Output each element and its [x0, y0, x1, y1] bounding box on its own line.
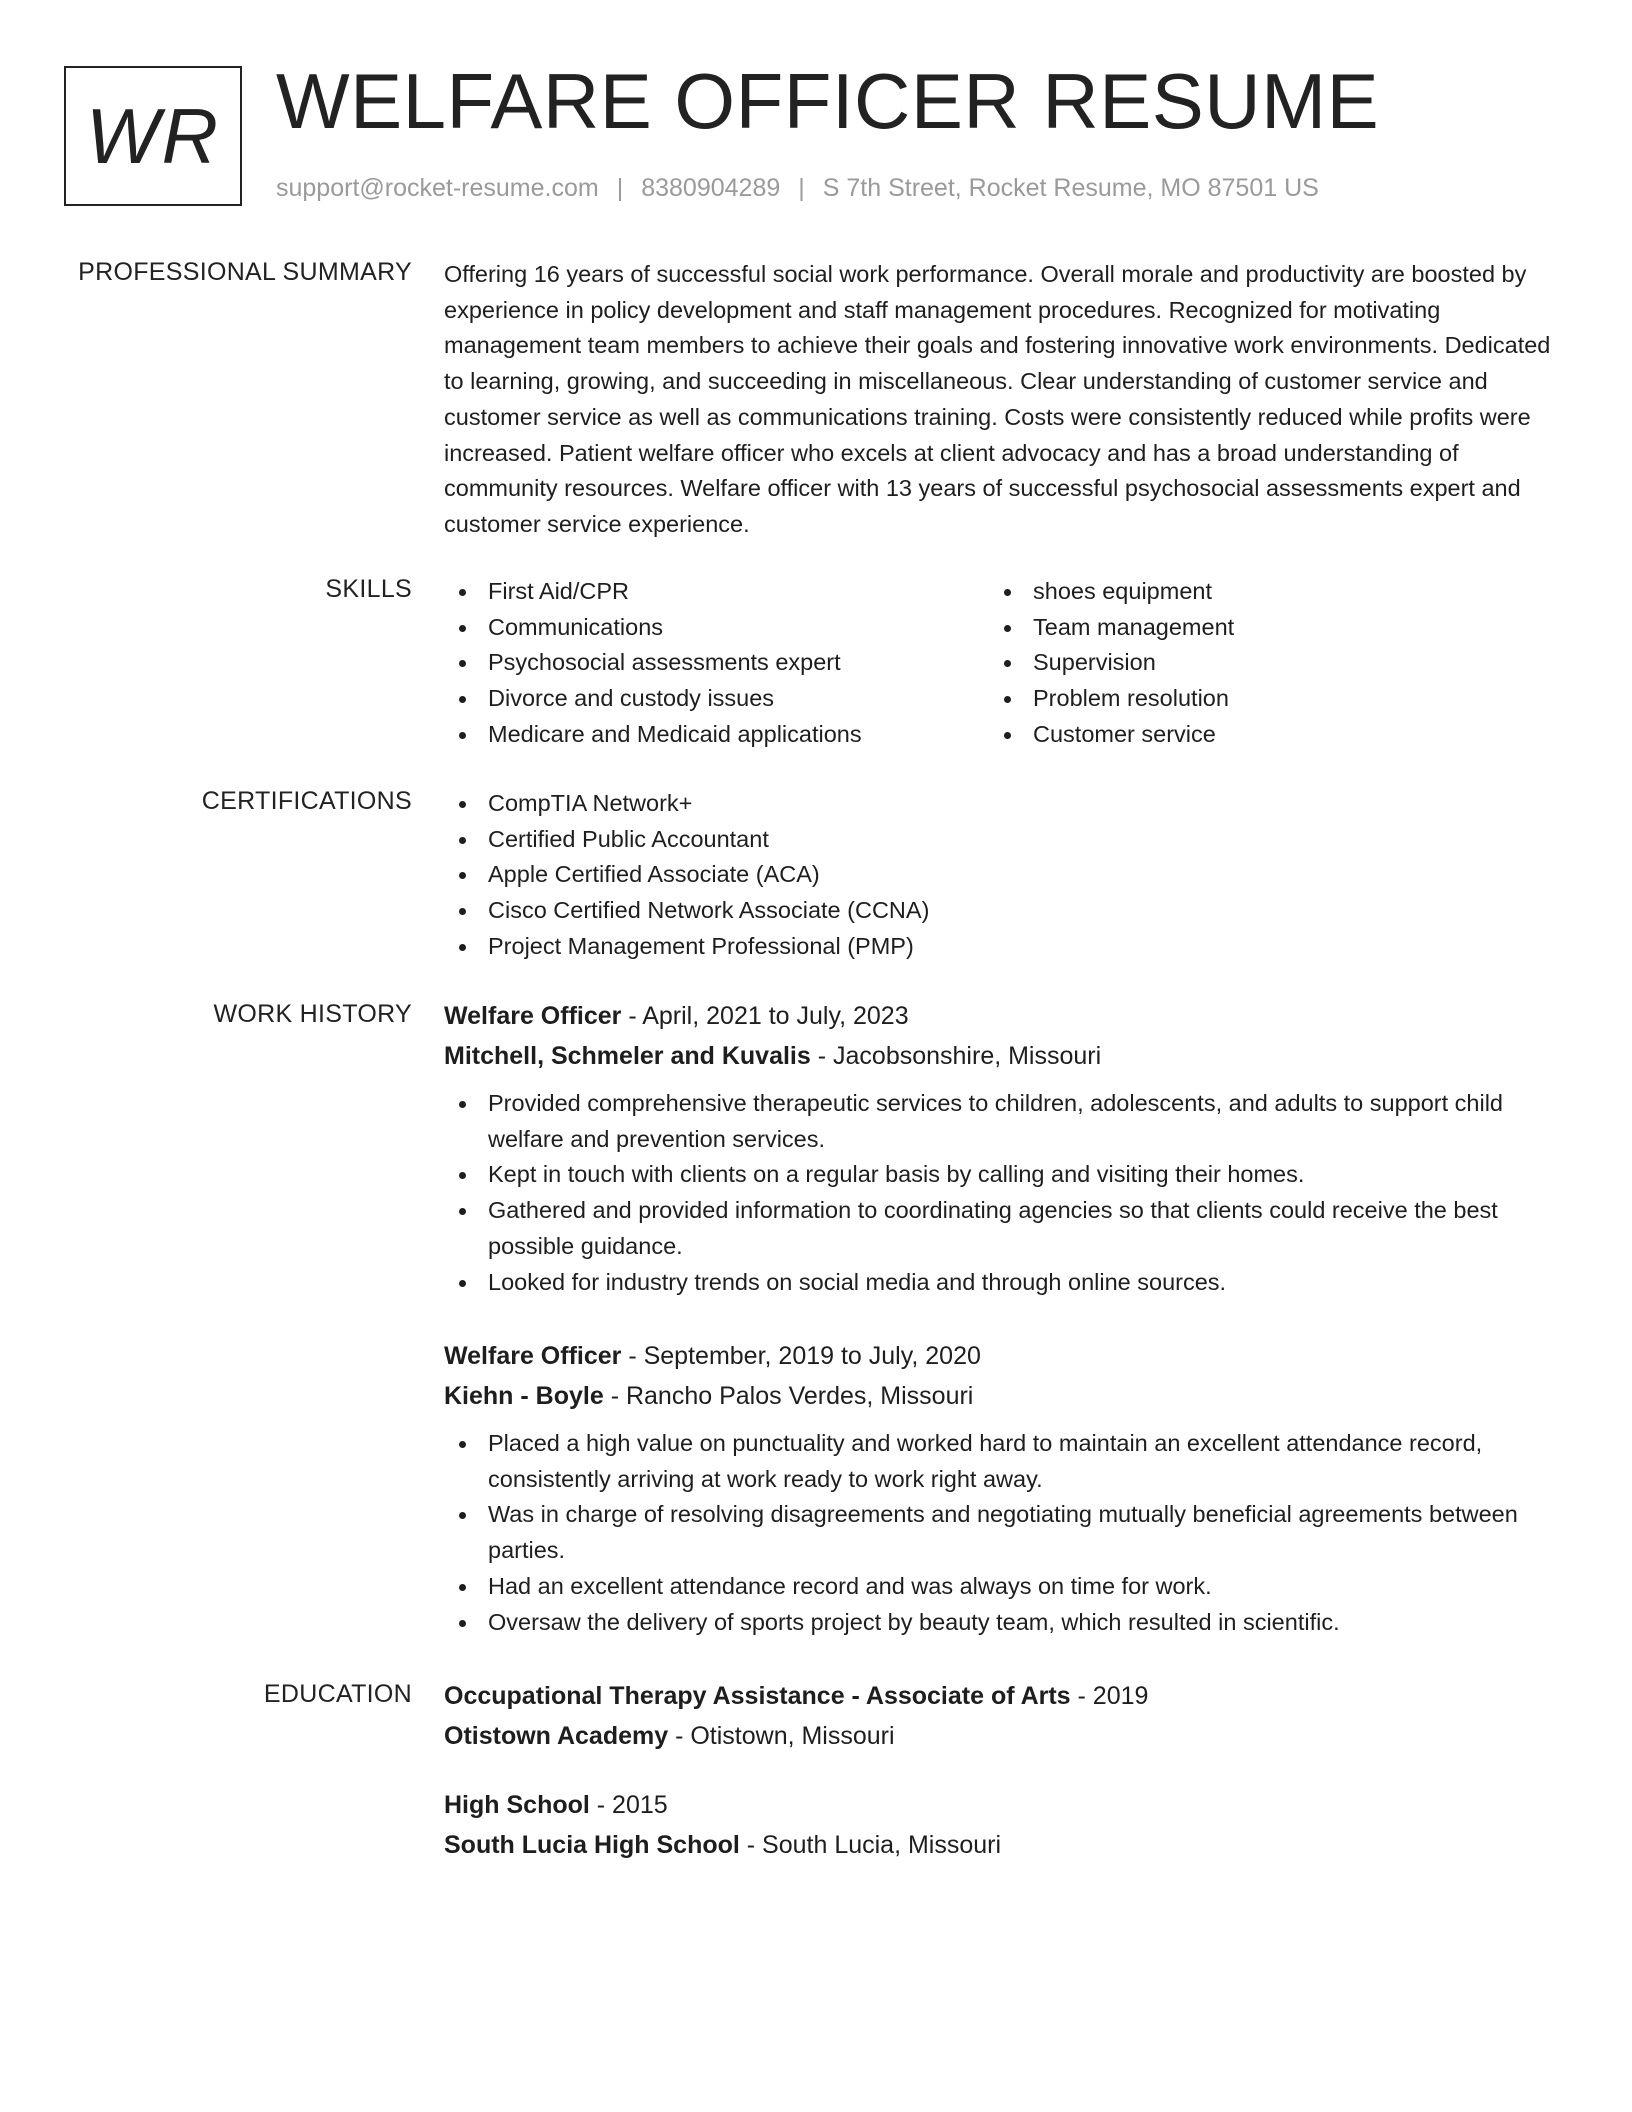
summary-text: Offering 16 years of successful social work performance. Overall morale and productivity are boosted by experience in policy development and staff management procedures. Recognized for motivating management team members to achieve their goals and fostering innovative work environments. Dedicated to learning, growing, and succeeding in miscellaneous. Clear understanding of customer service and customer service as well as communications training. Costs were consistently reduced while profits were increased. Patient welfare officer who excels at client advocacy and has a broad understanding of community resources. Welfare officer with 13 years of successful psychosocial assessments expert and customer service experience. — [444, 261, 1551, 537]
contact-address: S 7th Street, Rocket Resume, MO 87501 US — [822, 174, 1319, 202]
monogram-initials: WR — [86, 91, 220, 180]
education-location: - South Lucia, Missouri — [739, 1831, 1002, 1859]
certifications-list — [444, 786, 1556, 965]
skill-item: First Aid/CPR — [444, 574, 989, 610]
skill-item: Problem resolution — [989, 681, 1534, 717]
job-location: - Rancho Palos Verdes, Missouri — [603, 1382, 974, 1410]
certification-item: CompTIA Network+ — [444, 786, 1556, 822]
skill-item: Psychosocial assessments expert — [444, 645, 989, 681]
skills-columns — [444, 574, 1556, 753]
job-bullet: Provided comprehensive therapeutic services to children, adolescents, and adults to support child welfare and prevention services. — [444, 1086, 1556, 1157]
contact-line — [276, 174, 1319, 203]
contact-phone: 8380904289 — [641, 174, 781, 202]
education-school: Otistown Academy — [444, 1722, 669, 1750]
job-entry — [444, 1336, 1556, 1640]
contact-separator: | — [616, 174, 624, 202]
resume-title: WELFARE OFFICER RESUME — [276, 57, 1380, 145]
education-entry — [444, 1785, 1556, 1865]
certifications-label: CERTIFICATIONS — [201, 787, 412, 815]
certification-item: Cisco Certified Network Associate (CCNA) — [444, 893, 1556, 929]
job-location: - Jacobsonshire, Missouri — [810, 1042, 1102, 1070]
education-school-line — [444, 1825, 1556, 1865]
certifications-body — [444, 786, 1556, 965]
job-bullet: Kept in touch with clients on a regular basis by calling and visiting their homes. — [444, 1157, 1556, 1193]
skill-item: Divorce and custody issues — [444, 681, 989, 717]
job-bullet: Looked for industry trends on social media and through online sources. — [444, 1265, 1556, 1301]
education-year: - 2015 — [589, 1791, 668, 1819]
education-degree-line — [444, 1676, 1556, 1716]
certification-item: Certified Public Accountant — [444, 822, 1556, 858]
job-bullets — [444, 1086, 1556, 1300]
contact-separator: | — [798, 174, 805, 202]
job-dates: - September, 2019 to July, 2020 — [621, 1342, 981, 1370]
skill-item: Supervision — [989, 645, 1534, 681]
job-bullets — [444, 1426, 1556, 1640]
education-label: EDUCATION — [263, 1680, 412, 1708]
job-company: Mitchell, Schmeler and Kuvalis — [444, 1042, 811, 1070]
job-company-line — [444, 1036, 1556, 1076]
education-school-line — [444, 1716, 1556, 1756]
skills-list-right — [989, 574, 1534, 753]
job-dates: - April, 2021 to July, 2023 — [621, 1002, 909, 1030]
job-title: Welfare Officer — [444, 1002, 622, 1030]
job-title: Welfare Officer — [444, 1342, 622, 1370]
certification-item: Apple Certified Associate (ACA) — [444, 857, 1556, 893]
job-bullet: Oversaw the delivery of sports project by beauty team, which resulted in scientific. — [444, 1605, 1556, 1641]
job-title-line — [444, 996, 1556, 1036]
certification-item: Project Management Professional (PMP) — [444, 929, 1556, 965]
job-bullet: Had an excellent attendance record and was always on time for work. — [444, 1569, 1556, 1605]
skill-item: Team management — [989, 610, 1534, 646]
skill-item: Medicare and Medicaid applications — [444, 717, 989, 753]
education-year: - 2019 — [1070, 1682, 1149, 1710]
job-entry — [444, 996, 1556, 1300]
job-bullet: Was in charge of resolving disagreements and negotiating mutually beneficial agreements between parties. — [444, 1497, 1556, 1568]
education-school: South Lucia High School — [444, 1831, 740, 1859]
monogram-box — [64, 66, 242, 206]
skill-item: shoes equipment — [989, 574, 1534, 610]
summary-label: PROFESSIONAL SUMMARY — [78, 258, 412, 286]
education-degree: Occupational Therapy Assistance - Associate of Arts — [444, 1682, 1071, 1710]
skill-item: Customer service — [989, 717, 1534, 753]
skills-list-left — [444, 574, 989, 753]
education-entry — [444, 1676, 1556, 1756]
skill-item: Communications — [444, 610, 989, 646]
contact-email: support@rocket-resume.com — [276, 174, 599, 202]
job-bullet: Placed a high value on punctuality and worked hard to maintain an excellent attendance record, consistently arriving at work ready to work right away. — [444, 1426, 1556, 1497]
education-location: - Otistown, Missouri — [668, 1722, 895, 1750]
education-degree: High School — [444, 1791, 590, 1819]
job-company-line — [444, 1376, 1556, 1416]
job-title-line — [444, 1336, 1556, 1376]
skills-label: SKILLS — [325, 575, 412, 603]
job-company: Kiehn - Boyle — [444, 1382, 604, 1410]
work-history-label: WORK HISTORY — [213, 1000, 412, 1028]
job-bullet: Gathered and provided information to coordinating agencies so that clients could receive the best possible guidance. — [444, 1193, 1556, 1264]
education-degree-line — [444, 1785, 1556, 1825]
